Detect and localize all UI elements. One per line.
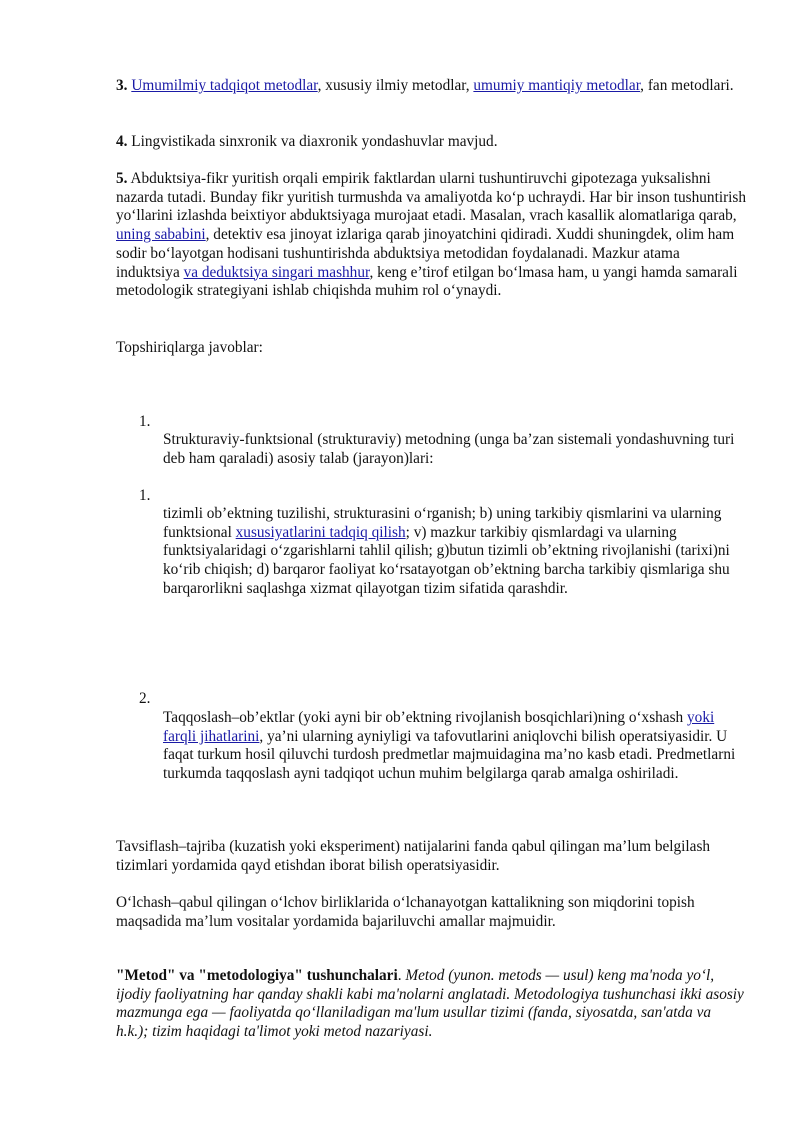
paragraph-olchash: O‘lchash–qabul qilingan o‘lchov birliklarida o‘lchanayotgan kattalikning son miqdorini topish maqsadida ma’lum vositalar yordamida bajariluvchi amallar majmuidir. bbox=[116, 894, 695, 930]
link-umumilmiy-tadqiqot-metodlar[interactable]: Umumilmiy tadqiqot metodlar bbox=[131, 77, 318, 94]
metod-definition: Metod (yunon. metods — usul) keng ma'noda yo‘l, ijodiy faoliyatning har qanday shakli kabi ma'nolarni anglatadi. Metodologiya tushunchasi ikki asosiy mazmunga ega — faoliyatda qo‘llaniladigan ma'lum usullar tizimi (fanda, siyosatda, san'atda va h.k.); tizim haqidagi ta'limot yoki metod nazariyasi. bbox=[116, 967, 744, 1041]
answers-heading: Topshiriqlarga javoblar: bbox=[116, 339, 263, 356]
list-number: 2. bbox=[139, 690, 151, 707]
paragraph-4: 4. Lingvistikada sinxronik va diaxronik yondashuvlar mavjud. bbox=[116, 133, 498, 150]
link-va-deduktsiya-singari-mashhur[interactable]: va deduktsiya singari mashhur bbox=[183, 263, 370, 281]
link-yoki-farqli-jihatlarini[interactable]: yoki farqli jihatlarini bbox=[163, 709, 715, 745]
paragraph-tavsiflash: Tavsiflash–tajriba (kuzatish yoki eksperiment) natijalarini fanda qabul qilingan ma’lum belgilash tizimlari yordamida qayd etishdan iborat bilish operatsiyasidir. bbox=[116, 838, 711, 874]
list-item-3: Taqqoslash–ob’ektlar (yoki ayni bir ob’ektning rivojlanish bosqichlari)ning o‘xshash yoki farqli jihatlarini, ya’ni ularning ayniyligi va tafovutlarini aniqlovchi bilish operatsiyasidir. U faqat turkum hosil qiluvchi turdosh predmetlar majmuidagina ma’no kasb etadi. Predmetlarni turkumda taqqoslash ayni tadqiqot uchun muhim belgilarga qarab amalga oshiriladi. bbox=[163, 709, 736, 783]
item-number: 4. bbox=[116, 133, 128, 150]
item-number: 3. bbox=[116, 77, 128, 94]
paragraph-3: 3. Umumilmiy tadqiqot metodlar, xususiy ilmiy metodlar, umumiy mantiqiy metodlar, fan metodlari. bbox=[116, 77, 734, 94]
list-number: 1. bbox=[139, 413, 151, 430]
link-umumiy-mantiqiy-metodlar[interactable]: umumiy mantiqiy metodlar bbox=[473, 77, 641, 94]
list-item-2: tizimli ob’ektning tuzilishi, strukturasini o‘rganish; b) uning tarkibiy qismlarini va ularning funktsional xususiyatlarini tadqiq qilish; v) mazkur tarkibiy qismlardagi va ularning funktsiyalaridagi o‘zgarishlarni tahlil qilish; g)butun tizimli ob’ektning rivojlanishi (tarixi)ni ko‘rib chiqish; d) barqaror faoliyat ko‘rsatayotgan ob’ektning barcha tarkibiy qismlariga shu barqarorlikni saqlashga xizmat qilayotgan tizim sifatida qarashdir. bbox=[163, 505, 730, 597]
paragraph-5: 5. Abduktsiya-fikr yuritish orqali empirik faktlardan ularni tushuntiruvchi gipotezaga yuksalishni nazarda tutadi. Bunday fikr yuritish turmushda va amaliyotda ko‘p uchraydi. Har bir inson tushuntirish yo‘llarini izlashda beixtiyor abduktsiyaga murojaat etadi. Masalan, vrach kasallik alomatlariga qarab, uning sababini, detektiv esa jinoyat izlariga qarab jinoyatchini qidiradi. Xuddi shuningdek, olim ham sodir bo‘layotgan hodisani tushuntirishda abduktsiya metodidan foydalanadi. Mazkur atama induktsiya va deduktsiya singari mashhur, keng e’tirof etilgan bo‘lmasa ham, u yangi hamda samarali metodologik strategiyani ishlab chiqishda muhim rol o‘ynaydi. bbox=[116, 170, 747, 300]
paragraph-metod: "Metod" va "metodologiya" tushunchalari. Metod (yunon. metods — usul) keng ma'noda yo‘l, ijodiy faoliyatning har qanday shakli kabi ma'nolarni anglatadi. Metodologiya tushunchasi ikki asosiy mazmunga ega — faoliyatda qo‘llaniladigan ma'lum usullar tizimi (fanda, siyosatda, san'atda va h.k.); tizim haqidagi ta'limot yoki metod nazariyasi. bbox=[116, 967, 744, 1041]
item-number: 5. bbox=[116, 170, 128, 187]
list-item-1: Strukturaviy-funktsional (strukturaviy) metodning (unga ba’zan sistemali yondashuvning turi deb ham qaraladi) asosiy talab (jarayon)lari: bbox=[163, 431, 735, 467]
metod-heading: "Metod" va "metodologiya" tushunchalari bbox=[116, 967, 398, 984]
link-uning-sababini[interactable]: uning sababini bbox=[116, 226, 206, 244]
list-number: 1. bbox=[139, 487, 151, 504]
link-xususiyatlarini-tadqiq-qilish[interactable]: xususiyatlarini tadqiq qilish bbox=[235, 523, 406, 541]
